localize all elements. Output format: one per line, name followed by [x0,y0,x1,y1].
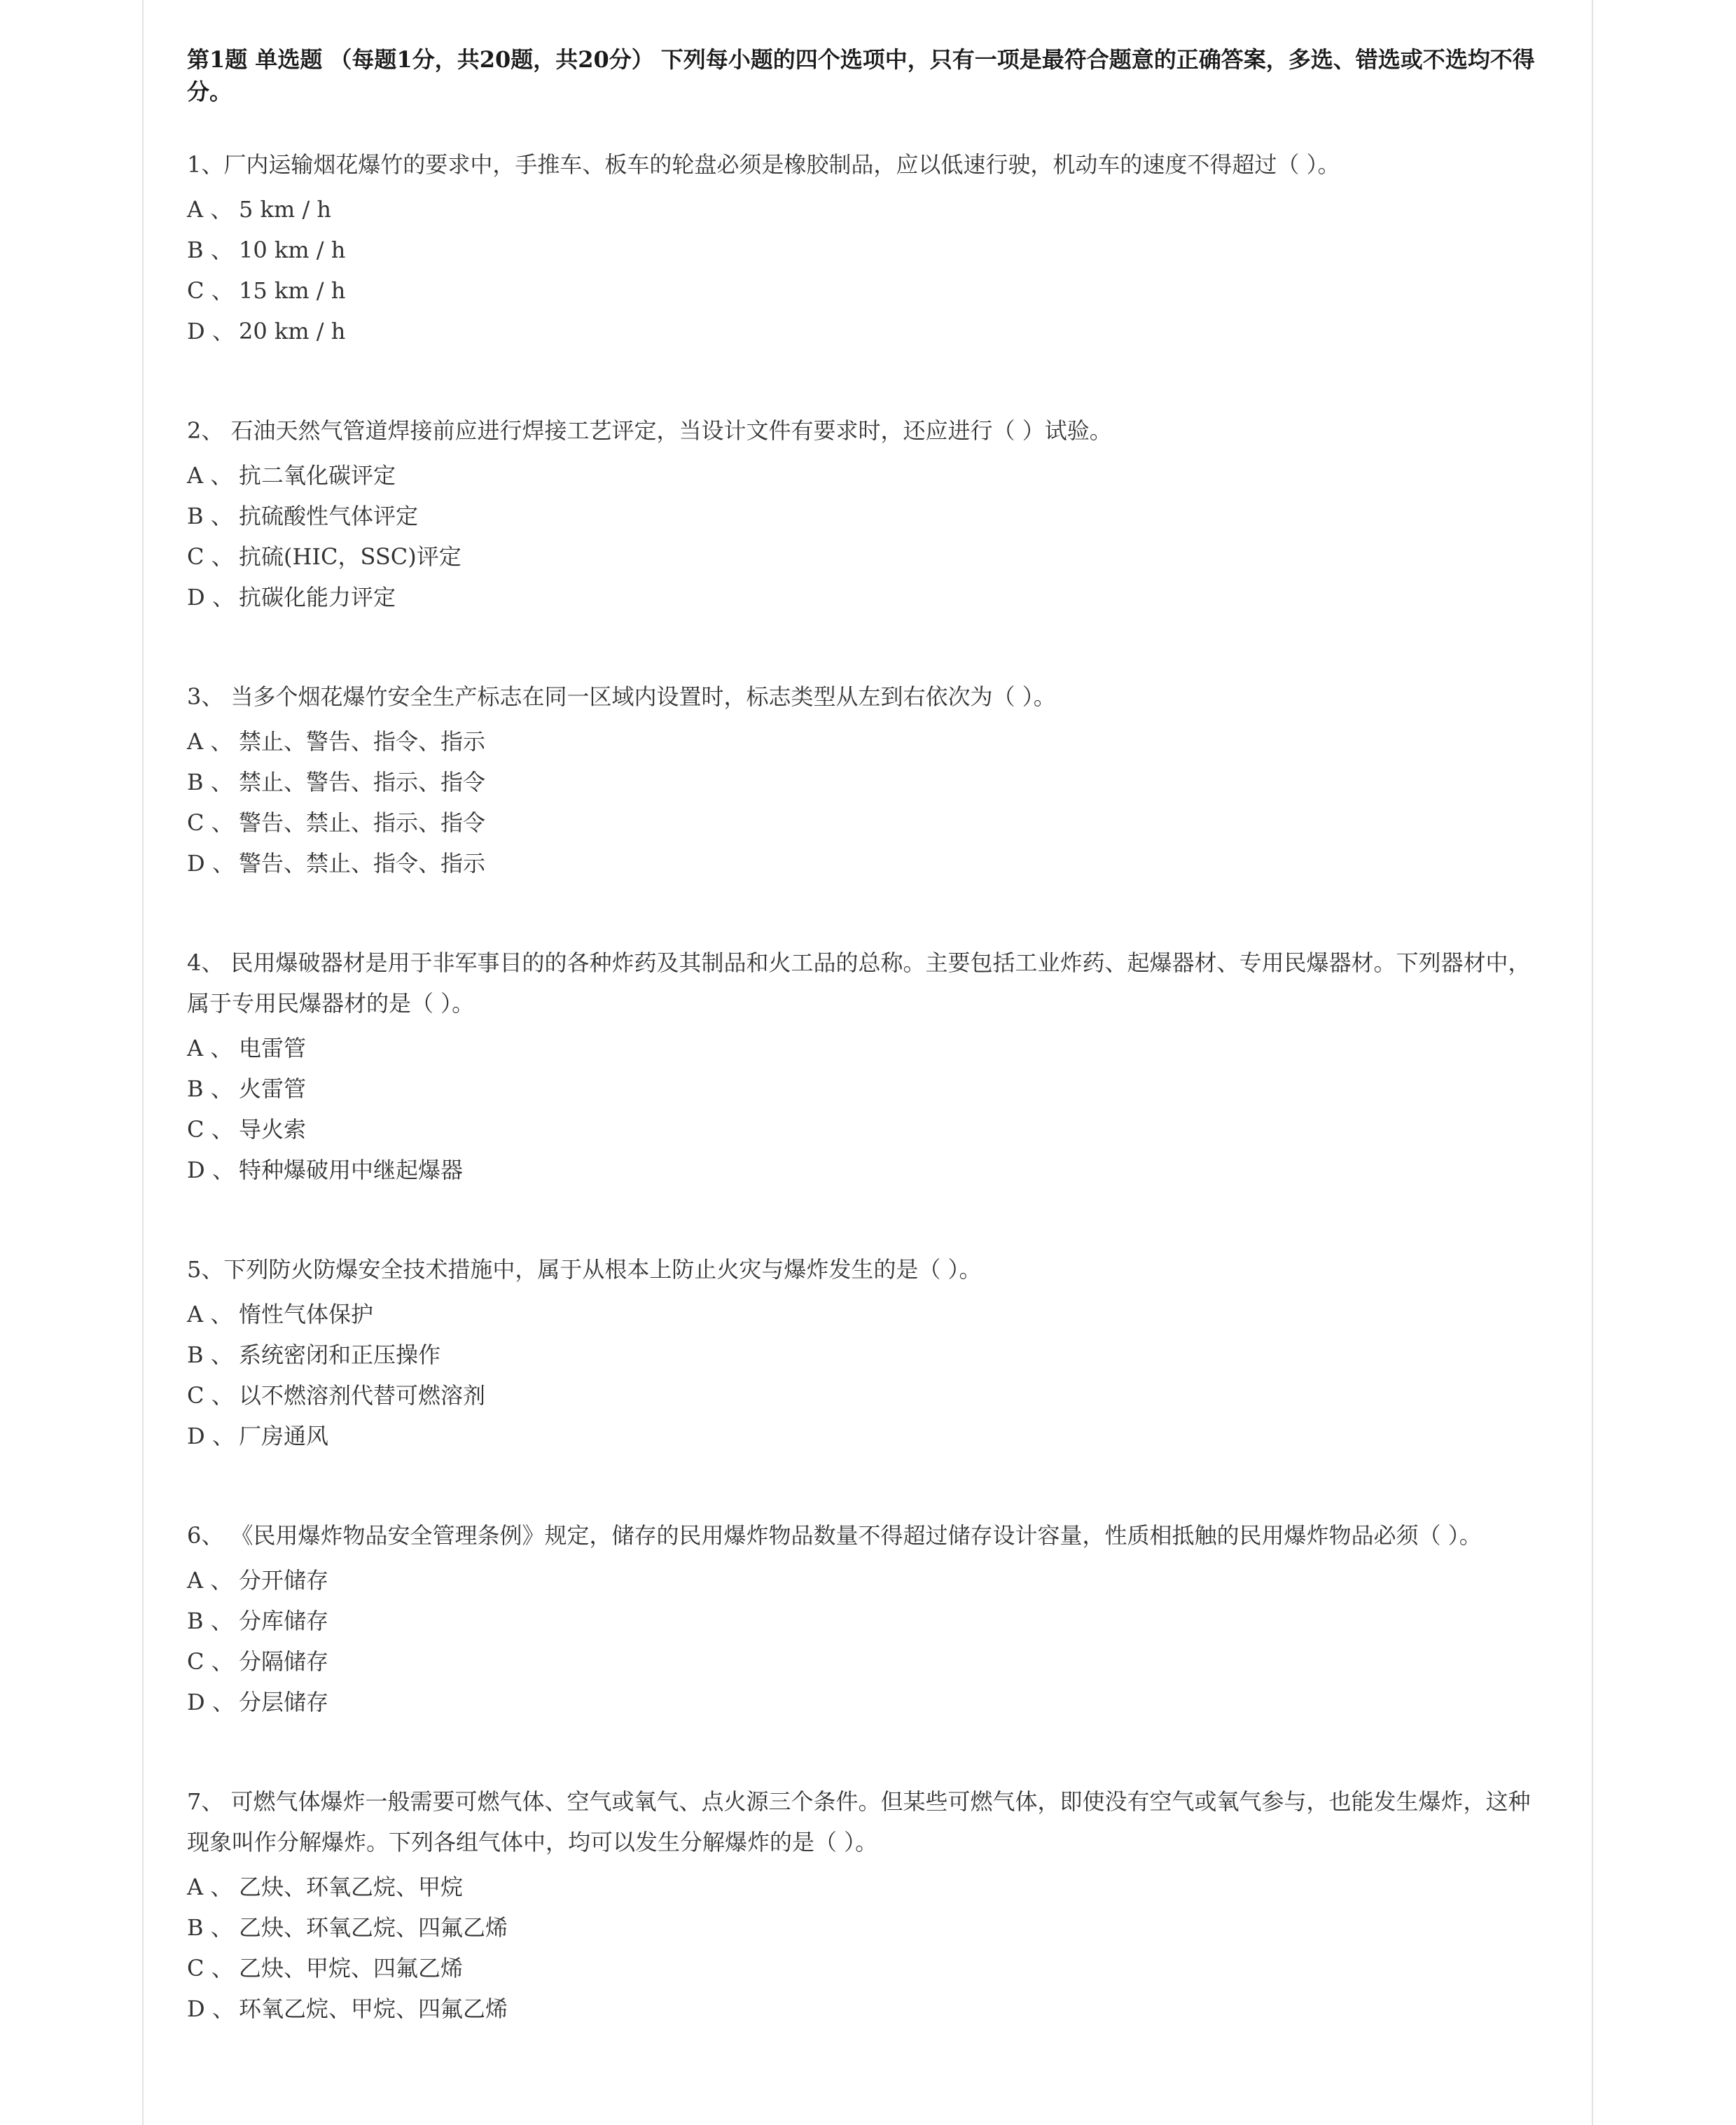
option-text: 抗二氧化碳评定 [239,462,396,489]
question-5 [187,1249,1546,1456]
option-text: 抗碳化能力评定 [239,584,396,611]
option-a[interactable] [187,189,1546,230]
option-text: 警告、禁止、指令、指示 [239,850,486,877]
option-text: 分开储存 [239,1567,329,1594]
option-c[interactable] [187,536,1546,577]
option-letter: C 、 [187,1955,234,1981]
option-d[interactable] [187,843,1546,884]
question-3 [187,676,1546,884]
option-b[interactable] [187,1601,1546,1641]
option-a[interactable] [187,1028,1546,1068]
option-text: 惰性气体保护 [239,1301,374,1328]
option-text: 5 km / h [239,196,331,223]
option-text: 乙炔、甲烷、四氟乙烯 [239,1955,464,1981]
exam-content [187,43,1546,2029]
question-spacer [187,884,1546,942]
option-c[interactable] [187,1375,1546,1416]
option-letter: B 、 [187,769,233,795]
option-letter: B 、 [187,1075,233,1102]
option-text: 20 km / h [239,318,346,344]
option-b[interactable] [187,1907,1546,1948]
option-letter: A 、 [187,462,233,489]
question-spacer [187,1722,1546,1781]
option-d[interactable] [187,1682,1546,1722]
option-a[interactable] [187,1867,1546,1907]
option-d[interactable] [187,577,1546,618]
option-text: 以不燃溶剂代替可燃溶剂 [239,1382,486,1409]
option-letter: C 、 [187,1382,234,1409]
question-text: 1、厂内运输烟花爆竹的要求中，手推车、板车的轮盘必须是橡胶制品，应以低速行驶，机动车的速度不得超过（ ）。 [187,151,1340,178]
option-text: 抗硫酸性气体评定 [239,503,419,529]
option-letter: B 、 [187,237,233,263]
option-letter: A 、 [187,1567,233,1594]
option-letter: C 、 [187,277,234,304]
section-instruction: 下列每小题的四个选项中，只有一项是最符合题意的正确答案，多选、错选或不选均不得分。 [187,46,1535,105]
option-text: 特种爆破用中继起爆器 [239,1157,464,1183]
question-7 [187,1781,1546,2029]
option-a[interactable] [187,1560,1546,1601]
question-spacer [187,351,1546,410]
question-6 [187,1515,1546,1722]
option-letter: A 、 [187,1035,233,1061]
option-text: 环氧乙烷、甲烷、四氟乙烯 [239,1995,508,2022]
option-text: 乙炔、环氧乙烷、四氟乙烯 [239,1914,508,1941]
option-letter: A 、 [187,196,233,223]
question-text: 5、下列防火防爆安全技术措施中，属于从根本上防止火灾与爆炸发生的是（ ）。 [187,1256,982,1283]
section-header [187,43,1546,108]
option-text: 抗硫(HIC，SSC)评定 [239,543,461,570]
option-b[interactable] [187,1335,1546,1375]
option-d[interactable] [187,1988,1546,2029]
question-text: 2、 石油天然气管道焊接前应进行焊接工艺评定，当设计文件有要求时，还应进行（ ）试验。 [187,417,1112,444]
option-letter: D 、 [187,1995,235,2022]
option-a[interactable] [187,455,1546,496]
option-b[interactable] [187,1068,1546,1109]
option-text: 禁止、警告、指令、指示 [239,728,486,755]
option-text: 系统密闭和正压操作 [239,1342,441,1368]
option-text: 15 km / h [239,277,346,304]
option-c[interactable] [187,1641,1546,1682]
question-text: 3、 当多个烟花爆竹安全生产标志在同一区域内设置时，标志类型从左到右依次为（ ）。 [187,683,1056,710]
question-spacer [187,1190,1546,1249]
option-letter: C 、 [187,809,234,836]
option-letter: C 、 [187,1116,234,1143]
option-letter: A 、 [187,1874,233,1900]
option-letter: B 、 [187,1608,233,1634]
option-b[interactable] [187,762,1546,802]
option-d[interactable] [187,1416,1546,1456]
option-text: 厂房通风 [239,1423,329,1449]
option-letter: B 、 [187,1914,233,1941]
option-d[interactable] [187,1150,1546,1190]
question-text: 7、 可燃气体爆炸一般需要可燃气体、空气或氧气、点火源三个条件。但某些可燃气体，即使没有空气或氧气参与，也能发生爆炸，这种现象叫作分解爆炸。下列各组气体中，均可以发生分解爆炸的是（ ）。 [187,1788,1531,1855]
option-letter: D 、 [187,1157,235,1183]
question-2 [187,410,1546,618]
option-text: 乙炔、环氧乙烷、甲烷 [239,1874,464,1900]
question-4 [187,942,1546,1190]
question-spacer [187,1456,1546,1515]
option-b[interactable] [187,230,1546,270]
question-spacer [187,618,1546,676]
option-letter: D 、 [187,584,235,611]
option-letter: D 、 [187,318,235,344]
question-text: 6、 《民用爆炸物品安全管理条例》规定，储存的民用爆炸物品数量不得超过储存设计容量，性质相抵触的民用爆炸物品必须（ ）。 [187,1522,1482,1549]
option-text: 禁止、警告、指示、指令 [239,769,486,795]
question-1 [187,144,1546,351]
question-text: 4、 民用爆破器材是用于非军事目的的各种炸药及其制品和火工品的总称。主要包括工业炸药、起爆器材、专用民爆器材。下列器材中，属于专用民爆器材的是（ ）。 [187,949,1531,1017]
document-page [142,0,1593,2125]
option-letter: C 、 [187,1648,234,1675]
option-a[interactable] [187,721,1546,762]
option-letter: A 、 [187,728,233,755]
option-letter: B 、 [187,1342,233,1368]
option-c[interactable] [187,270,1546,311]
option-text: 警告、禁止、指示、指令 [239,809,486,836]
option-c[interactable] [187,1109,1546,1150]
option-letter: D 、 [187,1423,235,1449]
option-letter: B 、 [187,503,233,529]
section-title: 第1题 单选题 [187,46,323,73]
section-meta: （每题1分，共20题，共20分） [329,46,654,73]
option-letter: A 、 [187,1301,233,1328]
option-text: 分隔储存 [239,1648,329,1675]
option-text: 电雷管 [239,1035,307,1061]
option-d[interactable] [187,311,1546,351]
option-c[interactable] [187,1948,1546,1988]
option-text: 10 km / h [239,237,346,263]
option-letter: D 、 [187,1689,235,1715]
option-text: 分库储存 [239,1608,329,1634]
option-c[interactable] [187,802,1546,843]
option-b[interactable] [187,496,1546,536]
option-a[interactable] [187,1294,1546,1335]
option-text: 导火索 [239,1116,307,1143]
option-text: 分层储存 [239,1689,329,1715]
option-letter: C 、 [187,543,234,570]
option-text: 火雷管 [239,1075,307,1102]
option-letter: D 、 [187,850,235,877]
